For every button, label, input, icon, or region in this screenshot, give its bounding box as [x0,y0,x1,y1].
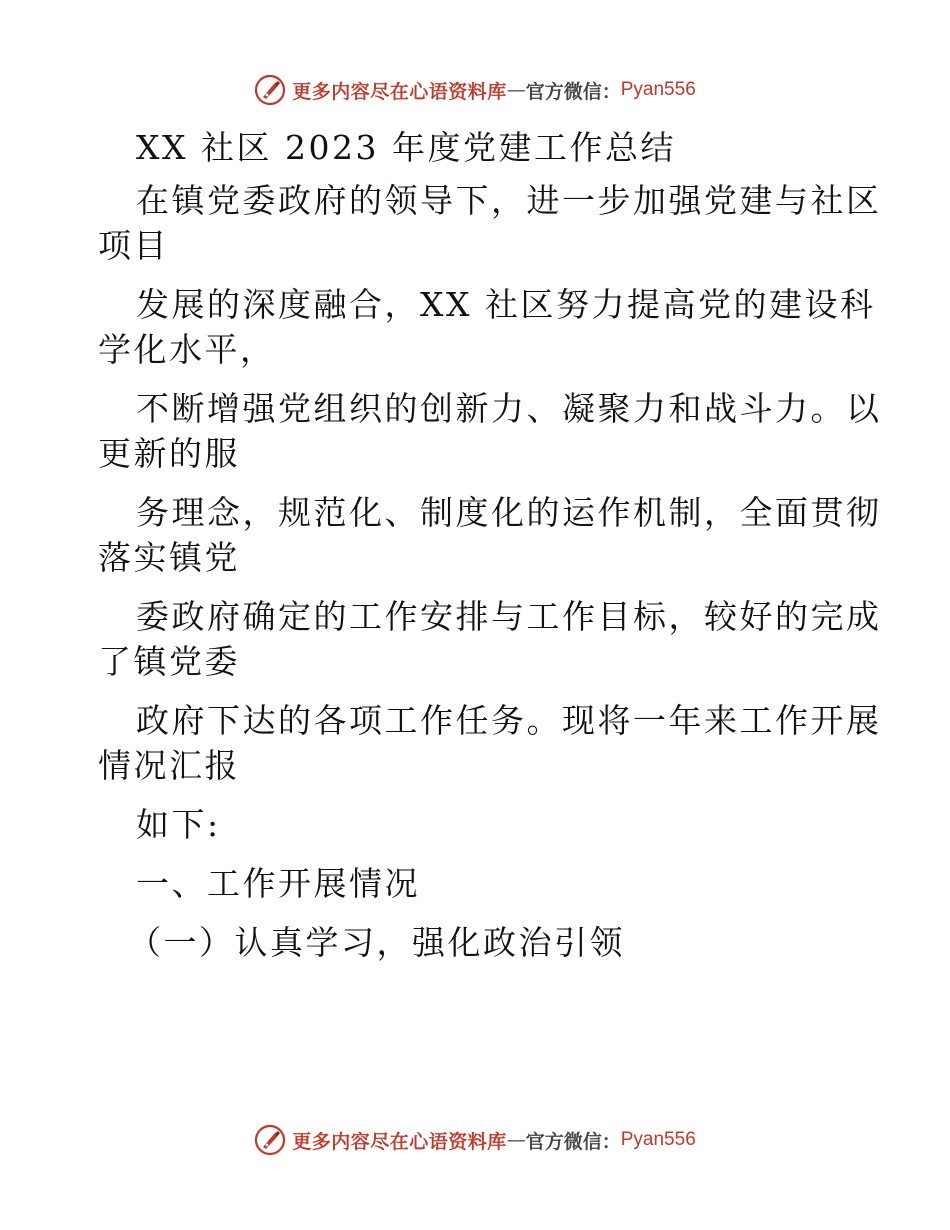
watermark-text: 更多内容尽在心语资料库 [292,80,507,103]
paragraph-line: 发展的深度融合，XX 社区努力提高党的建设科 [136,285,876,324]
paragraph-line: 在镇党委政府的领导下，进一步加强党建与社区 [136,181,882,220]
paragraph-line: 项目 [98,226,169,265]
document-title: XX 社区 2023 年度党建工作总结 [136,128,676,167]
paragraph-line: 了镇党委 [98,642,240,681]
section-heading: 一、工作开展情况 [136,864,420,903]
pen-nib-logo-icon [254,74,286,106]
subsection-heading: （一）认真学习，强化政治引领 [128,923,625,962]
paragraph-line: 不断增强党组织的创新力、凝聚力和战斗力。以 [136,389,882,428]
watermark-dash: — [506,79,526,101]
top-watermark-banner [0,70,950,110]
watermark-wechat-id: Pyan556 [620,79,696,100]
watermark-wechat-id: Pyan556 [620,1129,696,1150]
bottom-watermark-banner [0,1120,950,1160]
paragraph-line: 如下: [136,805,221,844]
paragraph-line: 学化水平， [98,330,276,369]
watermark-wechat-label: 官方微信： [525,1130,621,1153]
watermark-dash: — [506,1129,526,1151]
watermark-wechat-label: 官方微信： [525,80,621,103]
paragraph-line: 更新的服 [98,434,240,473]
paragraph-line: 委政府确定的工作安排与工作目标，较好的完成 [136,597,882,636]
document-body [98,125,882,965]
pen-nib-logo-icon [254,1124,286,1156]
paragraph-line: 务理念，规范化、制度化的运作机制，全面贯彻 [136,493,882,532]
watermark-text: 更多内容尽在心语资料库 [292,1130,507,1153]
paragraph-line: 落实镇党 [98,538,240,577]
paragraph-line: 情况汇报 [98,746,240,785]
paragraph-line: 政府下达的各项工作任务。现将一年来工作开展 [136,701,882,740]
